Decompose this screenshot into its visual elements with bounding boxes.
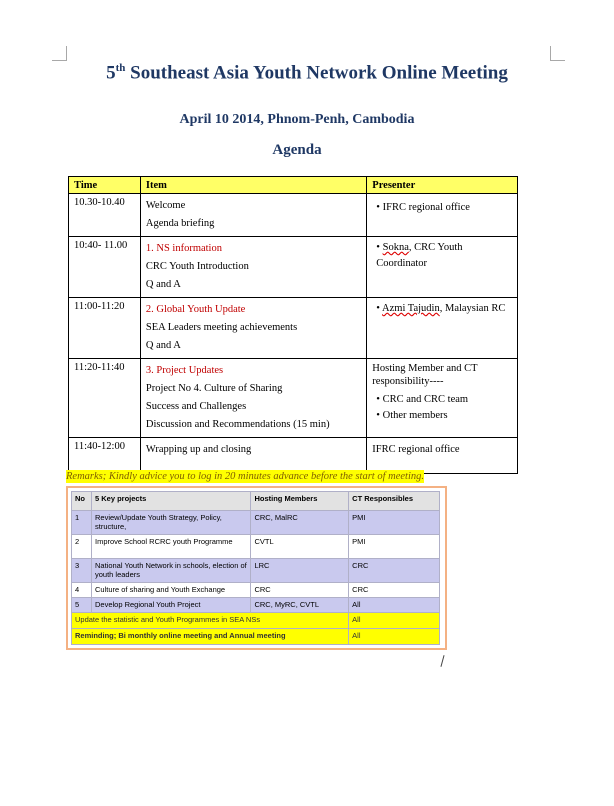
project-hosting: CRC	[251, 583, 349, 598]
project-name: Develop Regional Youth Project	[91, 598, 250, 613]
agenda-item: Q and A	[145, 340, 181, 351]
remarks-note: Remarks; Kindly advice you to log in 20 minutes advance before the start of meeting.	[66, 471, 424, 482]
agenda-item: Welcome	[145, 200, 186, 211]
agenda-row	[69, 438, 518, 474]
footer-ct: All	[349, 629, 440, 645]
agenda-items	[140, 237, 366, 298]
agenda-heading: Agenda	[272, 142, 322, 158]
project-no: 5	[72, 598, 92, 613]
presenter-bullet: • IFRC regional office	[372, 200, 512, 216]
agenda-item: Project No 4. Culture of Sharing	[145, 383, 283, 394]
table-row	[72, 629, 440, 645]
agenda-item: SEA Leaders meeting achievements	[145, 322, 298, 333]
agenda-item: Agenda briefing	[145, 218, 215, 229]
project-name: Culture of sharing and Youth Exchange	[91, 583, 250, 598]
project-no: 3	[72, 559, 92, 583]
presenter-bullet: • CRC and CRC team	[372, 392, 512, 408]
project-hosting: CVTL	[251, 535, 349, 559]
agenda-row	[69, 194, 518, 237]
agenda-item: Success and Challenges	[145, 401, 247, 412]
agenda-time: 11:40-12:00	[69, 438, 141, 474]
footer-note: Reminding; Bi monthly online meeting and Annual meeting	[72, 629, 349, 645]
crop-mark-top-right	[550, 46, 565, 61]
col-item: Item	[140, 177, 366, 194]
agenda-items	[140, 438, 366, 474]
table-row	[72, 511, 440, 535]
crop-mark-top-left	[52, 46, 67, 61]
agenda-row	[69, 237, 518, 298]
project-ct: CRC	[349, 583, 440, 598]
agenda-presenter	[367, 359, 518, 438]
col-project: 5 Key projects	[91, 492, 250, 511]
agenda-time: 10.30-10.40	[69, 194, 141, 237]
key-projects-table	[71, 491, 440, 645]
agenda-time: 10:40- 11.00	[69, 237, 141, 298]
project-ct: CRC	[349, 559, 440, 583]
presenter-bullet: • Other members	[372, 408, 512, 424]
agenda-items	[140, 359, 366, 438]
project-ct: PMI	[349, 511, 440, 535]
agenda-presenter	[367, 438, 518, 474]
table-row	[72, 613, 440, 629]
agenda-row	[69, 359, 518, 438]
presenter-text: IFRC regional office	[372, 444, 460, 455]
project-name: Improve School RCRC youth Programme	[91, 535, 250, 559]
presenter-text: Hosting Member and CT responsibility----	[372, 363, 478, 387]
agenda-time: 11:20-11:40	[69, 359, 141, 438]
project-hosting: CRC, MyRC, CVTL	[251, 598, 349, 613]
agenda-item: Wrapping up and closing	[145, 444, 252, 455]
project-ct: PMI	[349, 535, 440, 559]
agenda-items	[140, 194, 366, 237]
project-hosting: CRC, MalRC	[251, 511, 349, 535]
agenda-item: Q and A	[145, 279, 181, 290]
table-row	[72, 559, 440, 583]
agenda-time: 11:00-11:20	[69, 298, 141, 359]
agenda-item-heading: 3. Project Updates	[145, 365, 224, 376]
col-hosting: Hosting Members	[251, 492, 349, 511]
project-no: 2	[72, 535, 92, 559]
key-projects-header	[72, 492, 440, 511]
agenda-item-heading: 2. Global Youth Update	[145, 304, 246, 315]
agenda-item-heading: 1. NS information	[145, 243, 222, 254]
footer-note: Update the statistic and Youth Programmes in SEA NSs	[72, 613, 349, 629]
table-row	[72, 535, 440, 559]
page-title: 5th Southeast Asia Youth Network Online Meeting	[106, 62, 508, 84]
project-name: National Youth Network in schools, election of youth leaders	[91, 559, 250, 583]
project-name: Review/Update Youth Strategy, Policy, structure,	[91, 511, 250, 535]
key-projects-image	[66, 486, 447, 650]
agenda-item: Discussion and Recommendations (15 min)	[145, 419, 330, 430]
col-time: Time	[69, 177, 141, 194]
project-no: 4	[72, 583, 92, 598]
agenda-items	[140, 298, 366, 359]
project-hosting: LRC	[251, 559, 349, 583]
project-ct: All	[349, 598, 440, 613]
agenda-header-row	[69, 177, 518, 194]
meeting-date-location: April 10 2014, Phnom-Penh, Cambodia	[179, 112, 415, 127]
col-no: No	[72, 492, 92, 511]
agenda-presenter	[367, 237, 518, 298]
table-row	[72, 598, 440, 613]
text-cursor	[440, 655, 444, 667]
agenda-item: CRC Youth Introduction	[145, 261, 249, 272]
table-row	[72, 583, 440, 598]
footer-ct: All	[349, 613, 440, 629]
agenda-presenter	[367, 298, 518, 359]
agenda-row	[69, 298, 518, 359]
col-presenter: Presenter	[367, 177, 518, 194]
presenter-bullet: • Azmi Tajudin, Malaysian RC	[372, 301, 512, 317]
agenda-table	[68, 176, 518, 474]
project-no: 1	[72, 511, 92, 535]
presenter-bullet: • Sokna, CRC Youth Coordinator	[372, 240, 512, 272]
col-ct: CT Responsibles	[349, 492, 440, 511]
agenda-presenter	[367, 194, 518, 237]
